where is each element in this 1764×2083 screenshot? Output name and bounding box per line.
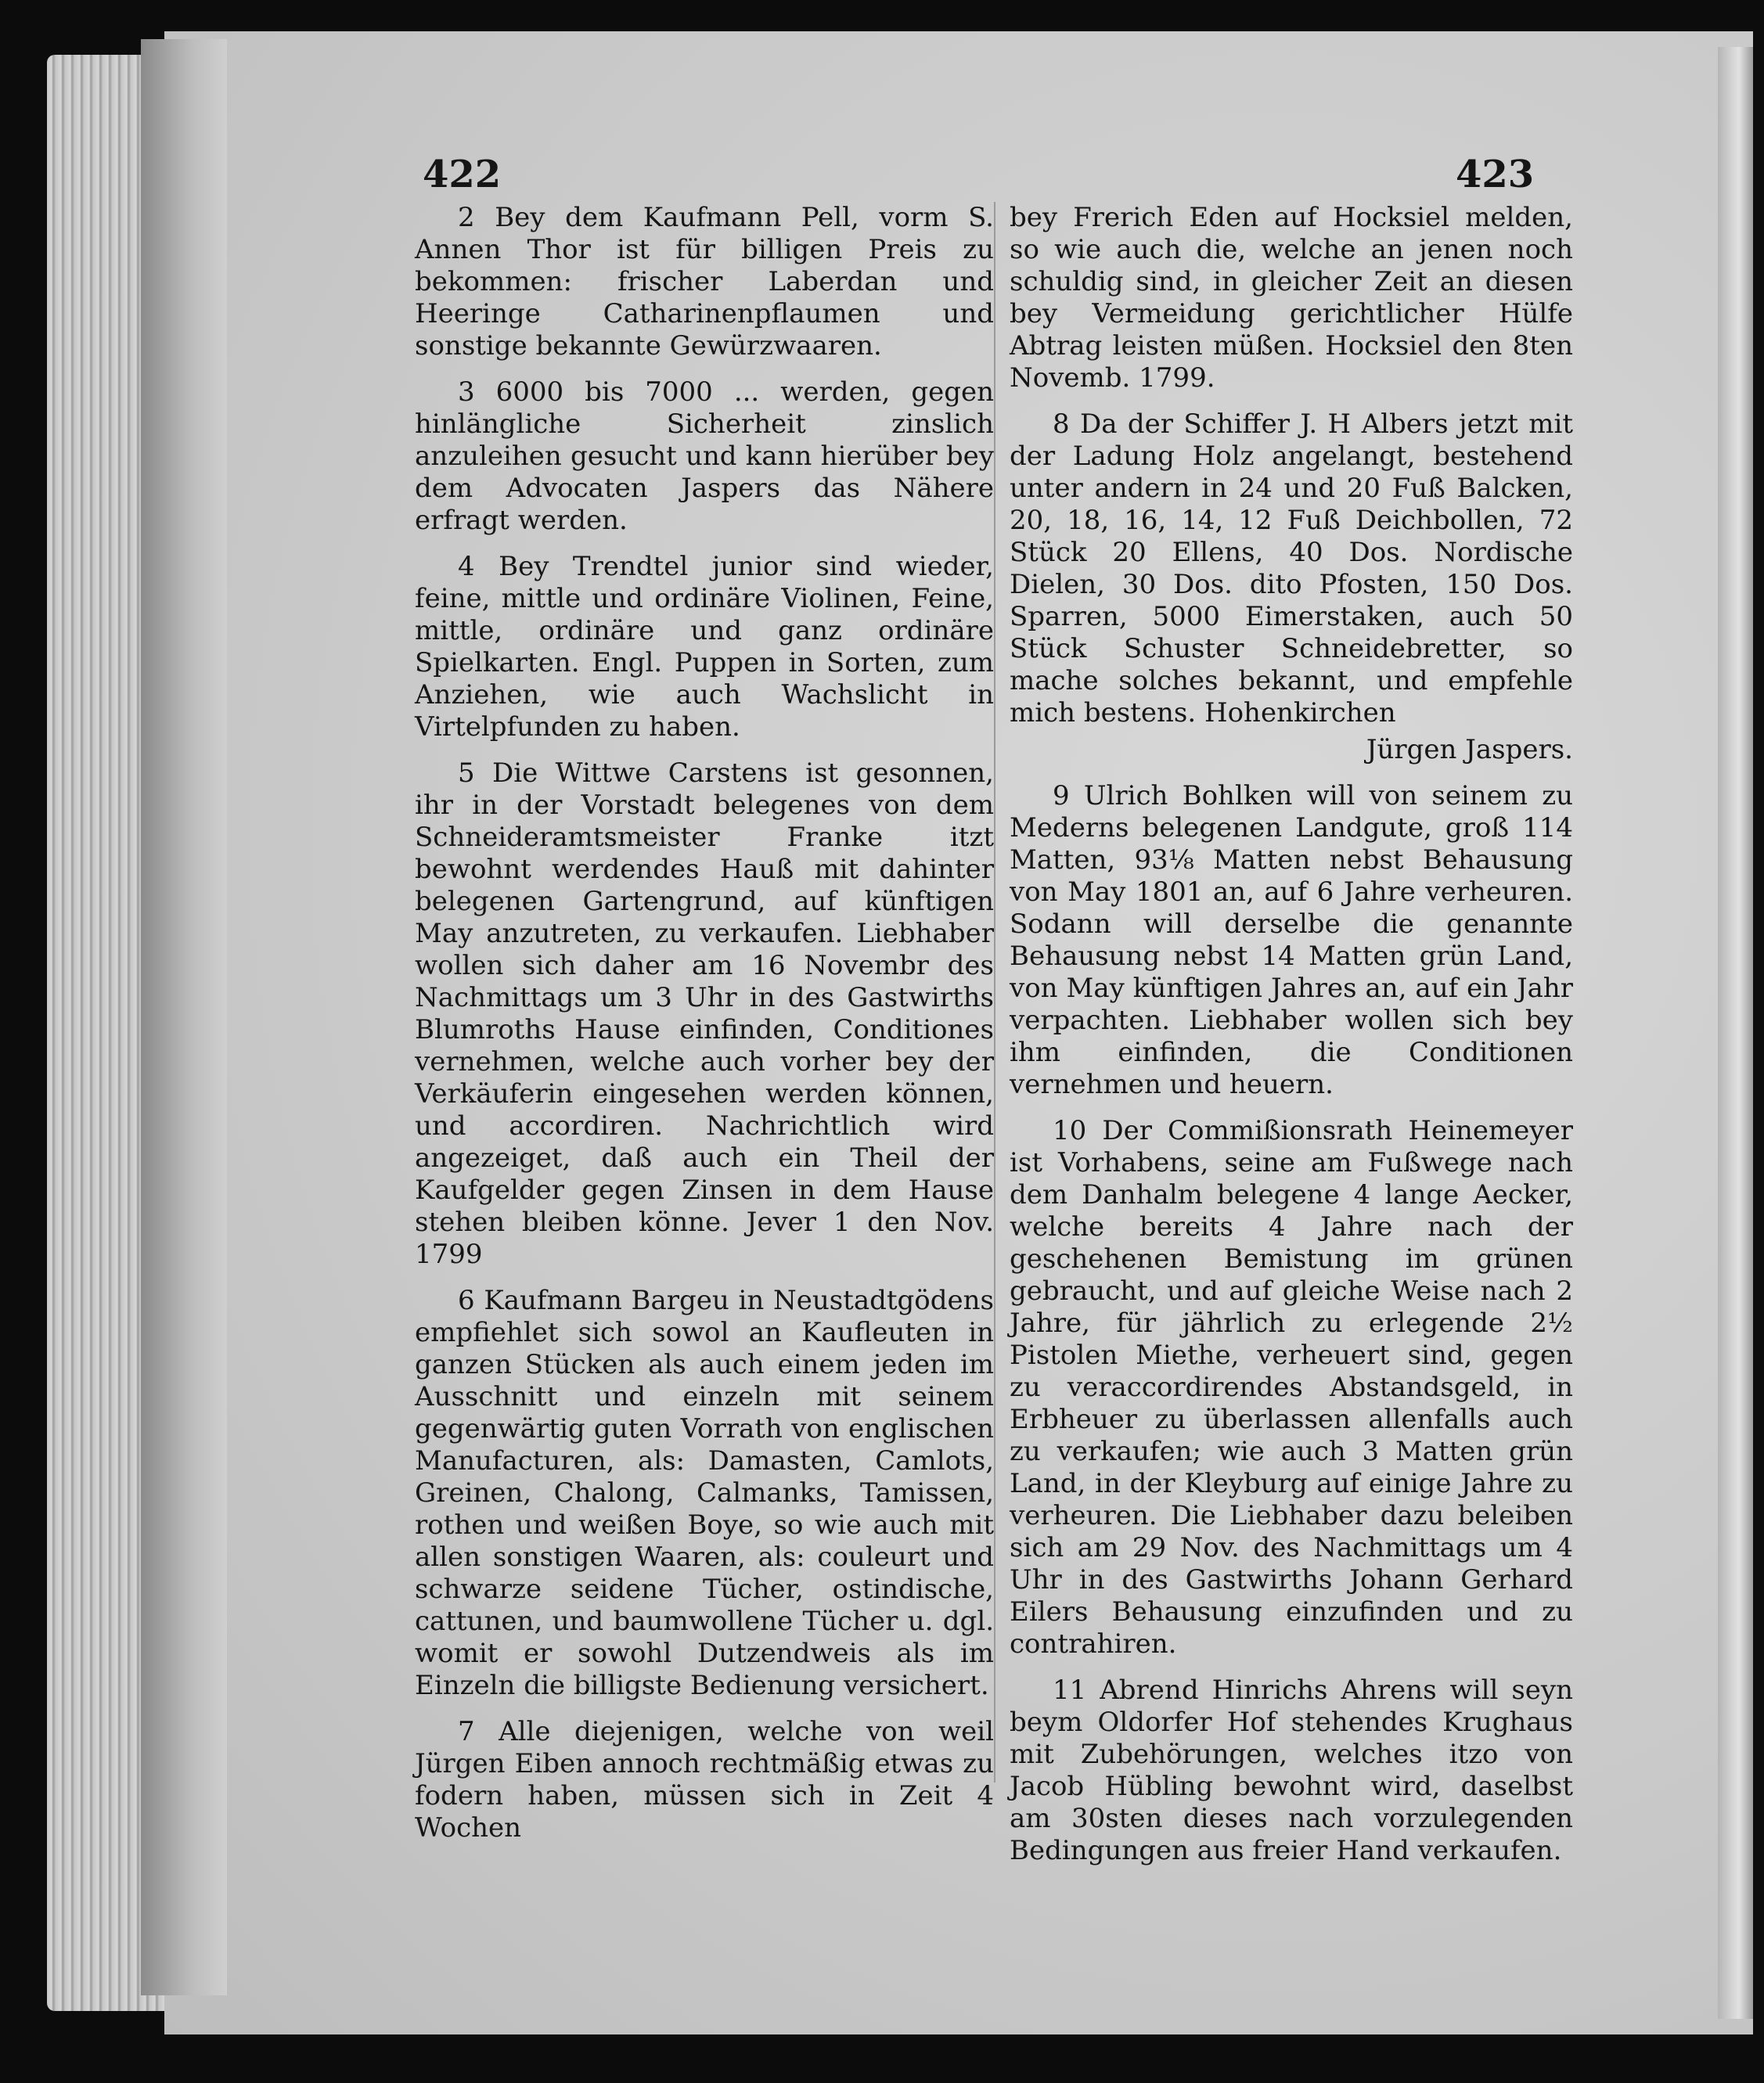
notice-entry: 6 Kaufmann Bargeu in Neustadtgödens empfiehlet sich sowol an Kaufleuten in ganzen Stücken als auch einem jeden im Ausschnitt und einzeln mit seinem gegenwärtig guten Vorrath von englischen Manufacturen, als: Damasten, Camlots, Greinen, Chalong, Calmanks, Tamissen, rothen und weißen Boye, so wie auch mit allen sonstigen Waaren, als: couleurt und schwarze seidene Tücher, ostindische, cattunen, und baumwollene Tücher u. dgl. womit er sowohl Dutzendweis als im Einzeln die billigste Bedienung versichert. — [415, 1285, 994, 1701]
notice-entry: 8 Da der Schiffer J. H Albers jetzt mit der Ladung Holz angelangt, bestehend unter andern in 24 und 20 Fuß Balcken, 20, 18, 16, 14, 12 Fuß Deichbollen, 72 Stück 20 Ellens, 40 Dos. Nordische Dielen, 30 Dos. dito Pfosten, 150 Dos. Sparren, 5000 Eimerstaken, auch 50 Stück Schuster Schneidebretter, so mache solches bekannt, und empfehle mich bestens. Hohenkirchen — [1010, 408, 1573, 729]
notice-entry: 9 Ulrich Bohlken will von seinem zu Mederns belegenen Landgute, groß 114 Matten, 93⅛ Matten nebst Behausung von May 1801 an, auf 6 Jahre verheuren. Sodann will derselbe die genannte Behausung nebst 14 Matten grün Land, von May künftigen Jahres an, auf ein Jahr verpachten. Liebhaber wollen sich bey ihm einfinden, die Conditionen vernehmen und heuern. — [1010, 780, 1573, 1100]
notice-entry: 10 Der Commißionsrath Heinemeyer ist Vorhabens, seine am Fußwege nach dem Danhalm belegene 4 lange Aecker, welche bereits 4 Jahre nach der geschehenen Bemistung im grünen gebraucht, und auf gleiche Weise nach 2 Jahre, für jährlich zu erlegende 2½ Pistolen Miethe, verheuert sind, gegen zu veraccordirendes Abstandsgeld, in Erbheuer zu überlassen allenfalls auch zu verkaufen; wie auch 3 Matten grün Land, in der Kleyburg auf einige Jahre zu verheuren. Die Liebhaber dazu beleiben sich am 29 Nov. des Nachmittags um 4 Uhr in des Gastwirths Johann Gerhard Eilers Behausung einzufinden und zu contrahiren. — [1010, 1115, 1573, 1660]
notice-entry: 2 Bey dem Kaufmann Pell, vorm S. Annen Thor ist für billigen Preis zu bekommen: frischer Laberdan und Heeringe Catharinenpflaumen und sonstige bekannte Gewürzwaaren. — [415, 202, 994, 362]
notice-entry: bey Frerich Eden auf Hocksiel melden, so wie auch die, welche an jenen noch schuldig sind, in gleicher Zeit an diesen bey Vermeidung gerichtlicher Hülfe Abtrag leisten müßen. Hocksiel den 8ten Novemb. 1799. — [1010, 202, 1573, 394]
left-column — [415, 202, 994, 1858]
signature: Jürgen Jaspers. — [1366, 734, 1573, 765]
notice-entry: 11 Abrend Hinrichs Ahrens will seyn beym Oldorfer Hof stehendes Krughaus mit Zubehörungen, welches itzo von Jacob Hübling bewohnt wird, daselbst am 30sten dieses nach vorzulegenden Bedingungen aus freier Hand verkaufen. — [1010, 1675, 1573, 1866]
notice-entry: 4 Bey Trendtel junior sind wieder, feine, mittle und ordinäre Violinen, Feine, mittle, ordinäre und ganz ordinäre Spielkarten. Engl. Puppen in Sorten, zum Anziehen, wie auch Wachslicht in Virtelpfunden zu haben. — [415, 551, 994, 743]
left-page-number: 422 — [423, 153, 502, 196]
page-curl-right — [1718, 47, 1753, 2019]
book-gutter-shadow — [141, 39, 227, 1995]
right-column — [1010, 202, 1573, 1881]
notice-entry: 3 6000 bis 7000 ... werden, gegen hinlängliche Sicherheit zinslich anzuleihen gesucht und kann hierüber bey dem Advocaten Jaspers das Nähere erfragt werden. — [415, 376, 994, 536]
column-divider — [994, 202, 995, 1783]
notice-entry: 7 Alle diejenigen, welche von weil Jürgen Eiben annoch rechtmäßig etwas zu fodern haben, müssen sich in Zeit 4 Wochen — [415, 1716, 994, 1844]
notice-entry: 5 Die Wittwe Carstens ist gesonnen, ihr in der Vorstadt belegenes von dem Schneideramtsmeister Franke itzt bewohnt werdendes Hauß mit dahinter belegenen Gartengrund, auf künftigen May anzutreten, zu verkaufen. Liebhaber wollen sich daher am 16 Novembr des Nachmittags um 3 Uhr in des Gastwirths Blumroths Hause einfinden, Conditiones vernehmen, welche auch vorher bey der Verkäuferin eingesehen werden können, und accordiren. Nachrichtlich wird angezeiget, daß auch ein Theil der Kaufgelder gegen Zinsen in dem Hause stehen bleiben könne. Jever 1 den Nov. 1799 — [415, 757, 994, 1270]
right-page-number: 423 — [1456, 153, 1535, 196]
